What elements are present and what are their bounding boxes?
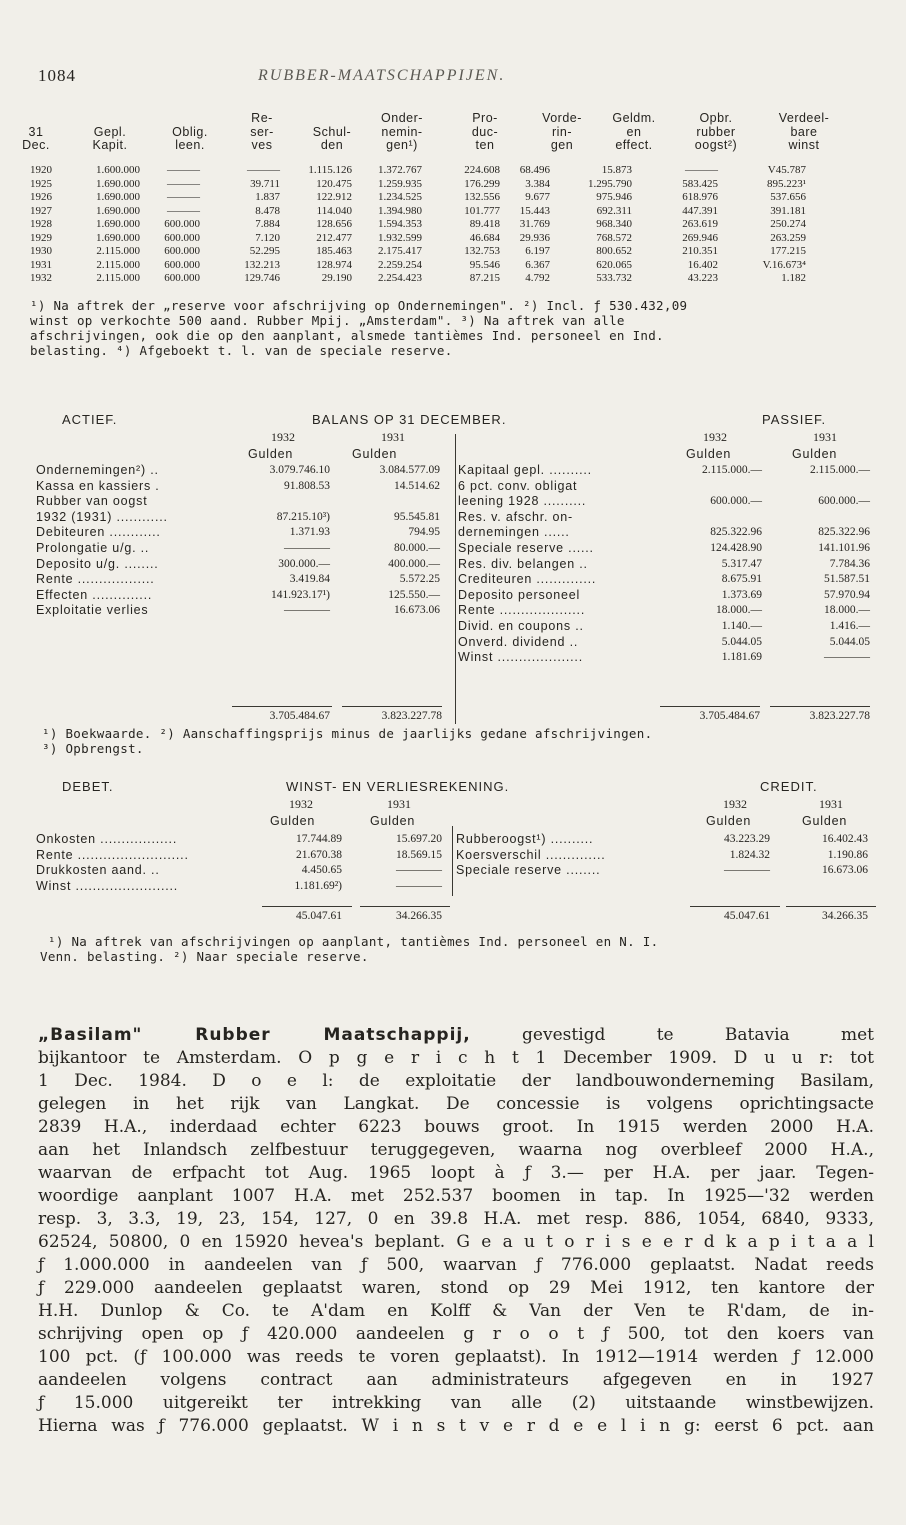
stats-cell: 8.478: [255, 204, 280, 217]
pl-divider: [452, 826, 453, 896]
statistics-note-line: winst op verkochte 500 aand. Rubber Mpij. „Amsterdam". ³) Na aftrek van alle: [30, 313, 625, 328]
liability-label: Rente ....................: [458, 603, 586, 618]
asset-label: Rente ..................: [36, 572, 155, 587]
stats-cell: 263.259: [770, 231, 806, 244]
stats-cell: 1.234.525: [378, 191, 422, 203]
stats-cell: 583.425: [682, 177, 718, 190]
stats-cell: 177.215: [770, 245, 806, 257]
pl-cr-year-b: 1931: [819, 797, 843, 811]
credit-value-1931: 16.673.06: [822, 864, 868, 877]
asset-label: Deposito u/g. ........: [36, 556, 159, 571]
stats-cell: 1.690.000: [96, 204, 140, 217]
pl-unit-a: Gulden: [270, 814, 316, 828]
stats-cell: 3.384: [525, 177, 550, 190]
balance-unit-a: Gulden: [248, 447, 294, 461]
stats-cell: 128.974: [316, 258, 352, 271]
body-line: resp. 3, 3.3, 19, 23, 154, 127, 0 en 39.8 H.A. met resp. 886, 1054, 6840, 9333,: [38, 1209, 874, 1229]
body-line: ƒ 15.000 uitgereikt ter intrekking van alle (2) uitstaande winstbewijzen.: [38, 1393, 874, 1413]
asset-label: Effecten ..............: [36, 587, 153, 602]
asset-value-1932: ————: [284, 604, 330, 617]
body-line: woordige aanplant 1007 H.A. met 252.537 boomen in tap. In 1925—'32 werden: [38, 1186, 874, 1206]
debit-total-rule-a: [262, 906, 352, 907]
liability-value-1932: 825.322.96: [710, 526, 762, 539]
stats-cell: ———: [685, 164, 718, 176]
liability-value-1932: 5.044.05: [721, 635, 762, 648]
stats-table-row: [30, 178, 890, 192]
stats-cell: ———: [167, 191, 200, 203]
company-name: „Basilam" Rubber Maatschappij,: [38, 1025, 471, 1045]
liab-total-rule-b: [770, 706, 870, 707]
balance-unit-b: Gulden: [352, 447, 398, 461]
stats-cell: 975.946: [596, 191, 632, 203]
balance-liab-unit-b: Gulden: [792, 447, 838, 461]
asset-label: Rubber van oogst: [36, 494, 148, 509]
stats-cell: 800.652: [596, 245, 632, 257]
statistics-note-line: afschrijvingen, ook die op den aanplant, alsmede tantièmes Ind. personeel en Ind.: [30, 328, 664, 343]
pl-left-title: DEBET.: [62, 779, 114, 794]
stats-table-row: [30, 272, 890, 286]
liability-label: Onverd. dividend ..: [458, 634, 579, 649]
debit-label: Drukkosten aand. ..: [36, 863, 160, 878]
stats-cell: 1.932.599: [378, 231, 422, 244]
stats-cell: 132.556: [464, 191, 500, 203]
stats-cell: 1.372.767: [378, 164, 422, 176]
stats-cell: 600.000: [164, 258, 200, 271]
body-line: gelegen in het rijk van Langkat. De concessie is volgens oprichtingsacte: [38, 1094, 874, 1114]
stats-cell: 176.299: [464, 177, 500, 190]
stats-column-header: Pro- duc- ten: [471, 111, 499, 152]
liability-label: Divid. en coupons ..: [458, 619, 584, 633]
stats-cell: 4.792: [525, 272, 550, 284]
stats-cell: 1929: [30, 231, 52, 244]
stats-cell: 263.619: [682, 218, 718, 230]
debit-label: Winst ........................: [36, 878, 179, 893]
liability-value-1932: 124.428.90: [710, 542, 762, 554]
stats-cell: 600.000: [164, 272, 200, 284]
stats-cell: ———: [167, 204, 200, 217]
stats-cell: 31.769: [519, 218, 550, 230]
liability-value-1931: 825.322.96: [818, 526, 870, 539]
stats-cell: 600.000: [164, 245, 200, 257]
stats-cell: V.16.673⁴: [762, 258, 806, 271]
liability-value-1932: 1.373.69: [721, 588, 762, 601]
credit-label: Koersverschil ..............: [456, 847, 606, 862]
body-line: 100 pct. (ƒ 100.000 was reeds te voren geplaatst). In 1912—1914 werden ƒ 12.000: [38, 1347, 874, 1367]
liability-value-1931: 600.000.—: [818, 495, 870, 508]
stats-cell: 129.746: [244, 272, 280, 284]
asset-label: 1932 (1931) ............: [36, 509, 168, 524]
page-header: [38, 66, 76, 86]
stats-cell: 212.477: [316, 231, 352, 244]
stats-cell: 224.608: [464, 164, 500, 176]
debit-value-1932: 21.670.38: [296, 848, 342, 861]
asset-value-1931: 80.000.—: [394, 542, 440, 554]
liability-value-1932: 1.140.—: [721, 620, 762, 632]
debit-total-rule-b: [360, 906, 450, 907]
stats-cell: 1925: [30, 177, 52, 190]
stats-cell: 122.912: [316, 191, 352, 203]
stats-table-row: [30, 218, 890, 232]
asset-label: Prolongatie u/g. ..: [36, 541, 150, 555]
liability-value-1931: 1.416.—: [829, 620, 870, 632]
pl-unit-b: Gulden: [370, 814, 416, 828]
credit-value-1931: 16.402.43: [822, 833, 868, 845]
stats-cell: 895.223¹: [766, 177, 806, 190]
stats-cell: 1927: [30, 204, 52, 217]
statistics-table-body: [30, 164, 890, 286]
debit-label: Rente ..........................: [36, 847, 189, 862]
asset-label: Ondernemingen²) ..: [36, 463, 159, 477]
running-title: RUBBER-MAATSCHAPPIJEN.: [258, 67, 506, 84]
balance-right-title: PASSIEF.: [762, 412, 827, 427]
stats-column-header: Vorde- rin- gen: [542, 111, 582, 152]
stats-column-header: 31 Dec.: [22, 124, 50, 152]
body-line: gevestigd te Batavia met: [470, 1025, 874, 1045]
liability-label: Deposito personeel: [458, 587, 581, 602]
pl-cr-year-a: 1932: [723, 797, 747, 811]
debit-total-b: 34.266.35: [396, 910, 442, 922]
stats-cell: 132.753: [464, 245, 500, 257]
stats-column-header: Opbr. rubber oogst²): [694, 111, 738, 152]
credit-total-a: 45.047.61: [724, 910, 770, 922]
debit-label: Onkosten ..................: [36, 832, 178, 846]
stats-cell: 29.936: [519, 231, 550, 244]
balance-title: BALANS OP 31 DECEMBER.: [312, 412, 507, 427]
balance-year-a: 1932: [271, 430, 295, 444]
body-line: 2839 H.A., inderdaad echter 6223 bouws groot. In 1915 werden 2000 H.A.: [38, 1117, 874, 1137]
stats-cell: 600.000: [164, 231, 200, 244]
stats-cell: 2.254.423: [378, 272, 422, 284]
balance-note-1: ¹) Boekwaarde. ²) Aanschaffingsprijs minus de jaarlijks gedane afschrijvingen.: [42, 726, 653, 741]
page-number: 1084: [38, 66, 76, 85]
stats-cell: 618.976: [682, 191, 718, 203]
credit-value-1932: 43.223.29: [724, 833, 770, 845]
debit-value-1932: 4.450.65: [301, 864, 342, 877]
pl-note-1: ¹) Na aftrek van afschrijvingen op aanplant, tantièmes Ind. personeel en N. I.: [48, 934, 659, 949]
stats-cell: 29.190: [321, 272, 352, 284]
body-line: 62524, 50800, 0 en 15920 hevea's beplant. G e a u t o r i s e e r d k a p i t a a l: [38, 1232, 874, 1252]
pl-title: WINST- EN VERLIESREKENING.: [286, 779, 510, 794]
stats-table-row: [30, 232, 890, 246]
stats-column-header: Geldm. en effect.: [612, 111, 656, 152]
asset-value-1931: 400.000.—: [388, 557, 440, 570]
asset-value-1932: 87.215.10³): [276, 510, 330, 523]
stats-cell: 95.546: [469, 258, 500, 271]
liab-total-rule-a: [660, 706, 760, 707]
asset-value-1931: 794.95: [408, 526, 440, 539]
stats-cell: 1.259.935: [378, 177, 422, 190]
liability-label: Speciale reserve ......: [458, 541, 594, 555]
stats-cell: ———: [167, 164, 200, 176]
liability-label: Res. v. afschr. on-: [458, 509, 574, 524]
stats-cell: 132.213: [244, 258, 280, 271]
stats-cell: 43.223: [687, 272, 718, 284]
stats-cell: 128.656: [316, 218, 352, 230]
stats-cell: 1.690.000: [96, 191, 140, 203]
liability-value-1932: 8.675.91: [721, 573, 762, 586]
stats-cell: 185.463: [316, 245, 352, 257]
assets-total-rule-a: [232, 706, 332, 707]
stats-column-header: Gepl. Kapit.: [92, 124, 128, 152]
body-line: aan het Inlandsch zelfbestuur teruggegeven, waarna nog overbleef 2000 H.A.,: [38, 1140, 874, 1160]
stats-cell: ———: [167, 177, 200, 190]
liability-value-1932: 600.000.—: [710, 495, 762, 508]
pl-year-b: 1931: [387, 797, 411, 811]
stats-cell: 692.311: [596, 204, 632, 217]
credit-value-1932: ————: [724, 864, 770, 877]
stats-cell: 15.873: [601, 164, 632, 176]
liab-total-a: 3.705.484.67: [699, 710, 760, 722]
stats-cell: 6.197: [525, 245, 550, 257]
stats-cell: 1.690.000: [96, 231, 140, 244]
stats-cell: 537.656: [770, 191, 806, 203]
liability-label: dernemingen ......: [458, 525, 570, 540]
stats-cell: 1.115.126: [308, 164, 352, 176]
stats-cell: 600.000: [164, 218, 200, 230]
statistics-notes: [30, 298, 687, 358]
stats-cell: 533.732: [596, 272, 632, 284]
stats-cell: 7.884: [255, 218, 280, 230]
asset-value-1932: 91.808.53: [284, 479, 330, 492]
stats-cell: 1.295.790: [588, 177, 632, 190]
pl-right-title: CREDIT.: [760, 779, 818, 794]
credit-label: Rubberoogst¹) ..........: [456, 832, 594, 846]
liability-value-1931: 141.101.96: [818, 542, 870, 554]
stats-cell: 52.295: [249, 245, 280, 257]
stats-column-header: Oblig. leen.: [172, 124, 208, 152]
stats-cell: 1920: [30, 164, 52, 176]
stats-cell: 1931: [30, 258, 52, 271]
assets-total-b: 3.823.227.78: [381, 710, 442, 722]
liab-total-b: 3.823.227.78: [809, 710, 870, 722]
statistics-table-header: [22, 111, 890, 164]
assets-total-a: 3.705.484.67: [269, 710, 330, 722]
liability-value-1931: 18.000.—: [824, 604, 870, 617]
stats-table-row: [30, 164, 890, 178]
liability-label: Kapitaal gepl. ..........: [458, 463, 592, 477]
liability-label: Crediteuren ..............: [458, 572, 597, 587]
asset-value-1932: 3.079.746.10: [269, 464, 330, 476]
stats-cell: 447.391: [682, 204, 718, 217]
stats-column-header: Verdeel- bare winst: [778, 111, 830, 152]
asset-label: Debiteuren ............: [36, 525, 161, 540]
stats-column-header: Re- ser- ves: [250, 111, 274, 152]
debit-value-1931: 15.697.20: [396, 833, 442, 845]
stats-cell: 101.777: [464, 204, 500, 217]
liability-value-1932: 1.181.69: [721, 651, 762, 664]
body-line: schrijving open op ƒ 420.000 aandeelen g r o o t ƒ 500, tot den koers van: [38, 1324, 874, 1344]
debit-value-1932: 1.181.69²): [294, 879, 342, 892]
asset-value-1931: 16.673.06: [394, 604, 440, 617]
liability-value-1932: 5.317.47: [721, 557, 762, 570]
liability-value-1931: 57.970.94: [824, 588, 870, 601]
stats-cell: 1928: [30, 218, 52, 230]
body-line: Hierna was ƒ 776.000 geplaatst. W i n s t v e r d e e l i n g: eerst 6 pct. aan: [38, 1416, 874, 1436]
stats-cell: 16.402: [687, 258, 718, 271]
debit-value-1931: ————: [396, 879, 442, 892]
liability-value-1931: 5.044.05: [829, 635, 870, 648]
stats-cell: 1.600.000: [96, 164, 140, 176]
asset-value-1931: 3.084.577.09: [379, 464, 440, 476]
stats-table-row: [30, 191, 890, 205]
asset-value-1932: 3.419.84: [289, 573, 330, 586]
statistics-note-line: ¹) Na aftrek der „reserve voor afschrijving op Ondernemingen". ²) Incl. ƒ 530.432,09: [30, 298, 688, 313]
body-line: aandeelen volgens contract aan administrateurs afgegeven en in 1927: [38, 1370, 874, 1390]
asset-value-1932: 1.371.93: [289, 526, 330, 539]
asset-label: Exploitatie verlies: [36, 603, 149, 618]
liability-label: Res. div. belangen ..: [458, 556, 588, 571]
asset-label: Kassa en kassiers .: [36, 478, 160, 493]
stats-cell: 1.837: [255, 191, 280, 203]
stats-cell: 1932: [30, 272, 52, 284]
credit-total-rule-a: [690, 906, 780, 907]
statistics-table: [22, 111, 890, 286]
stats-cell: 2.115.000: [96, 245, 140, 257]
liability-value-1931: 7.784.36: [829, 557, 870, 570]
asset-value-1931: 14.514.62: [394, 479, 440, 492]
debit-value-1932: 17.744.89: [296, 833, 342, 845]
balance-liab-year-b: 1931: [813, 430, 837, 444]
stats-cell: 87.215: [469, 272, 500, 284]
stats-cell: 7.120: [255, 231, 280, 244]
debit-total-a: 45.047.61: [296, 910, 342, 922]
body-line: 1 Dec. 1984. D o e l: de exploitatie der landbouwonderneming Basilam,: [38, 1071, 874, 1091]
stats-cell: 6.367: [525, 258, 550, 271]
asset-value-1931: 5.572.25: [399, 573, 440, 586]
stats-cell: 15.443: [519, 204, 550, 217]
asset-value-1932: 300.000.—: [278, 557, 330, 570]
stats-table-row: [30, 245, 890, 259]
stats-table-row: [30, 259, 890, 273]
stats-column-header: Onder- nemin- gen¹): [381, 111, 423, 152]
pl-cr-unit-a: Gulden: [706, 814, 752, 828]
credit-total-b: 34.266.35: [822, 910, 868, 922]
balance-liab-unit-a: Gulden: [686, 447, 732, 461]
stats-cell: 1.182: [781, 272, 806, 284]
debit-value-1931: ————: [396, 864, 442, 877]
stats-cell: 2.115.000: [96, 272, 140, 284]
stats-cell: 2.175.417: [378, 245, 422, 257]
body-line: ƒ 229.000 aandeelen geplaatst waren, stond op 29 Mei 1912, ten kantore der: [38, 1278, 874, 1298]
credit-value-1932: 1.824.32: [729, 848, 770, 861]
liability-value-1931: ————: [824, 651, 870, 664]
balance-liab-year-a: 1932: [703, 430, 727, 444]
balance-note-2: ³) Opbrengst.: [42, 741, 144, 756]
debit-value-1931: 18.569.15: [396, 848, 442, 861]
stats-cell: 89.418: [469, 218, 500, 230]
company-description: [38, 1024, 874, 1438]
liability-label: 6 pct. conv. obligat: [458, 478, 578, 493]
balance-divider: [455, 434, 456, 724]
liability-value-1932: 18.000.—: [716, 604, 762, 617]
pl-year-a: 1932: [289, 797, 313, 811]
assets-total-rule-b: [342, 706, 442, 707]
liability-value-1931: 2.115.000.—: [810, 464, 870, 476]
stats-cell: 46.684: [469, 231, 500, 244]
stats-cell: 120.475: [316, 177, 352, 190]
stats-cell: 1.594.353: [378, 218, 422, 230]
body-line: ƒ 1.000.000 in aandeelen van ƒ 500, waarvan ƒ 776.000 geplaatst. Nadat reeds: [38, 1255, 874, 1275]
body-line: bijkantoor te Amsterdam. O p g e r i c h t 1 December 1909. D u u r: tot: [38, 1048, 874, 1068]
stats-cell: 9.677: [525, 191, 550, 203]
liability-value-1932: 2.115.000.—: [702, 464, 762, 476]
stats-cell: ———: [247, 164, 280, 176]
stats-cell: 1.690.000: [96, 218, 140, 230]
credit-value-1931: 1.190.86: [827, 848, 868, 861]
liability-label: Winst ....................: [458, 650, 583, 665]
liability-label: leening 1928 ..........: [458, 494, 587, 509]
stats-cell: 391.181: [770, 204, 806, 217]
credit-label: Speciale reserve ........: [456, 863, 601, 878]
stats-column-header: Schul- den: [312, 124, 352, 152]
statistics-note-line: belasting. ⁴) Afgeboekt t. l. van de speciale reserve.: [30, 343, 453, 358]
stats-cell: 2.115.000: [96, 258, 140, 271]
asset-value-1932: ————: [284, 542, 330, 554]
stats-cell: 269.946: [682, 231, 718, 244]
stats-cell: 768.572: [596, 231, 632, 244]
stats-cell: 968.340: [596, 218, 632, 230]
stats-table-row: [30, 205, 890, 219]
asset-value-1932: 141.923.17¹): [270, 588, 330, 601]
running-title-wrap: [258, 66, 505, 85]
stats-cell: 1.394.980: [378, 204, 422, 217]
stats-cell: 1926: [30, 191, 52, 203]
stats-cell: 39.711: [250, 177, 280, 190]
credit-total-rule-b: [786, 906, 876, 907]
asset-value-1931: 125.550.—: [388, 588, 440, 601]
stats-cell: 210.351: [682, 245, 718, 257]
stats-cell: V45.787: [767, 164, 806, 176]
asset-value-1931: 95.545.81: [394, 510, 440, 523]
stats-cell: 114.040: [316, 204, 352, 217]
stats-cell: 620.065: [596, 258, 632, 271]
stats-cell: 68.496: [519, 164, 550, 176]
liability-value-1931: 51.587.51: [824, 573, 870, 586]
stats-cell: 1.690.000: [96, 177, 140, 190]
pl-note-2: Venn. belasting. ²) Naar speciale reserve.: [40, 949, 369, 964]
stats-cell: 2.259.254: [378, 258, 422, 271]
body-first-line: [38, 1024, 874, 1047]
balance-year-b: 1931: [381, 430, 405, 444]
body-line: waarvan de erfpacht tot Aug. 1965 loopt à ƒ 3.— per H.A. per jaar. Tegen-: [38, 1163, 874, 1183]
pl-cr-unit-b: Gulden: [802, 814, 848, 828]
stats-cell: 1930: [30, 245, 52, 257]
balance-left-title: ACTIEF.: [62, 412, 118, 427]
body-line: H.H. Dunlop & Co. te A'dam en Kolff & Van der Ven te R'dam, de in-: [38, 1301, 874, 1321]
stats-cell: 250.274: [770, 218, 806, 230]
